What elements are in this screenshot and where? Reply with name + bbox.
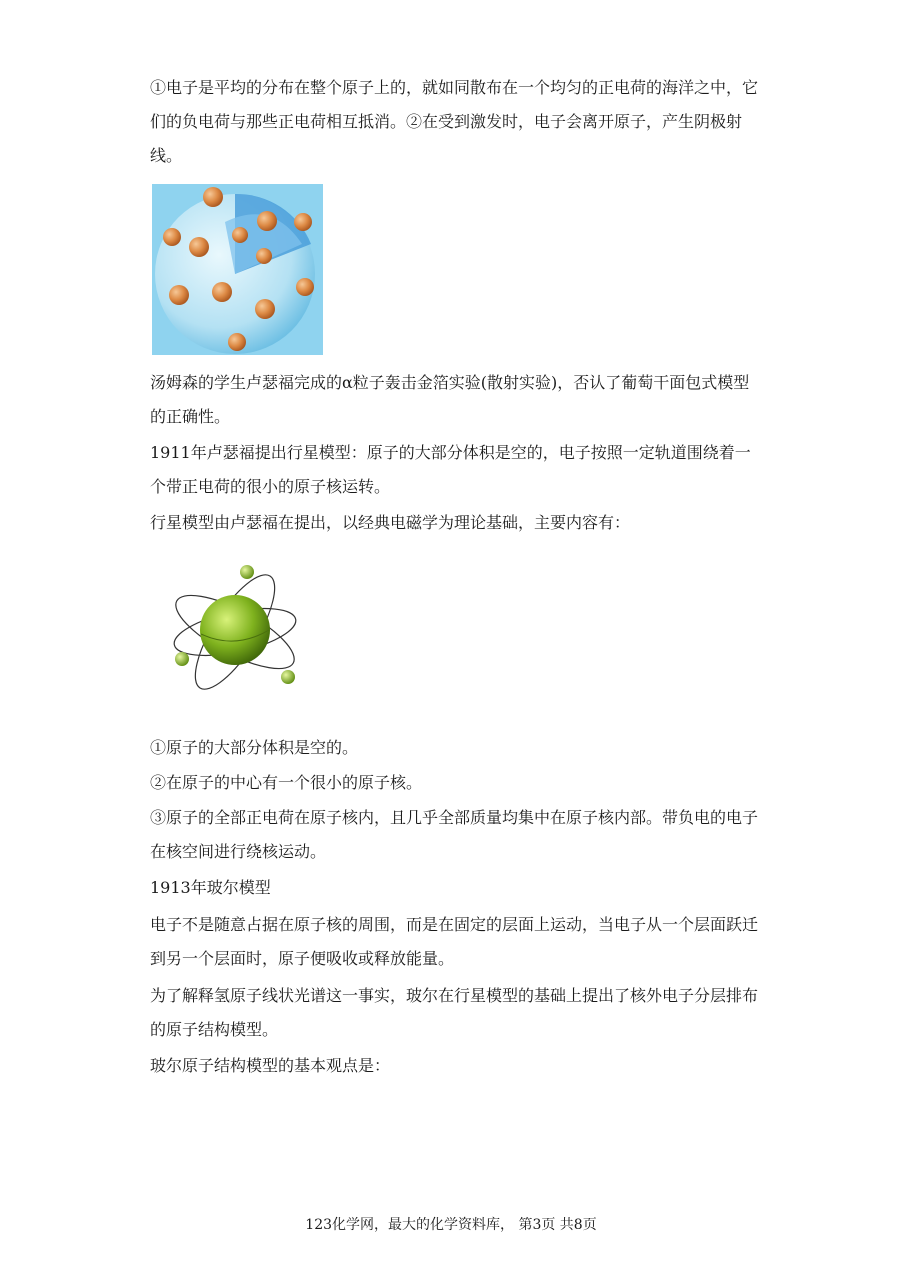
paragraph-bohr-description: 电子不是随意占据在原子核的周围，而是在固定的层面上运动，当电子从一个层面跃迁到另一个层面时，原子便吸收或释放能量。 [150,915,759,968]
paragraph-bohr-explanation: 为了解释氢原子线状光谱这一事实，玻尔在行星模型的基础上提出了核外电子分层排布的原子结构模型。 [150,986,759,1039]
paragraph-thomson-model: ①电子是平均的分布在整个原子上的，就如同散布在一个均匀的正电荷的海洋之中，它们的负电荷与那些正电荷相互抵消。②在受到激发时，电子会离开原子，产生阴极射线。 [150,78,759,165]
paragraph-rutherford-experiment: 汤姆森的学生卢瑟福完成的α粒子轰击金箔实验(散射实验)，否认了葡萄干面包式模型的正确性。 [150,373,750,426]
paragraph-point-1: ①原子的大部分体积是空的。 [150,738,359,757]
paragraph-bohr-heading: 1913年玻尔模型 [150,878,271,897]
paragraph-planetary-model-intro: 行星模型由卢瑟福在提出，以经典电磁学为理论基础，主要内容有： [150,513,631,532]
planetary-atom-model-illustration [165,560,305,700]
paragraph-planetary-model-1911: 1911年卢瑟福提出行星模型：原子的大部分体积是空的，电子按照一定轨道围绕着一个带正电荷的很小的原子核运转。 [150,443,751,496]
page-footer: 123化学网，最大的化学资料库， 第3页 共8页 [305,1217,597,1233]
paragraph-bohr-basic-points: 玻尔原子结构模型的基本观点是： [150,1056,391,1075]
plum-pudding-model-illustration [152,184,323,355]
paragraph-point-2: ②在原子的中心有一个很小的原子核。 [150,773,423,792]
paragraph-point-3: ③原子的全部正电荷在原子核内，且几乎全部质量均集中在原子核内部。带负电的电子在核空间进行绕核运动。 [150,808,759,861]
